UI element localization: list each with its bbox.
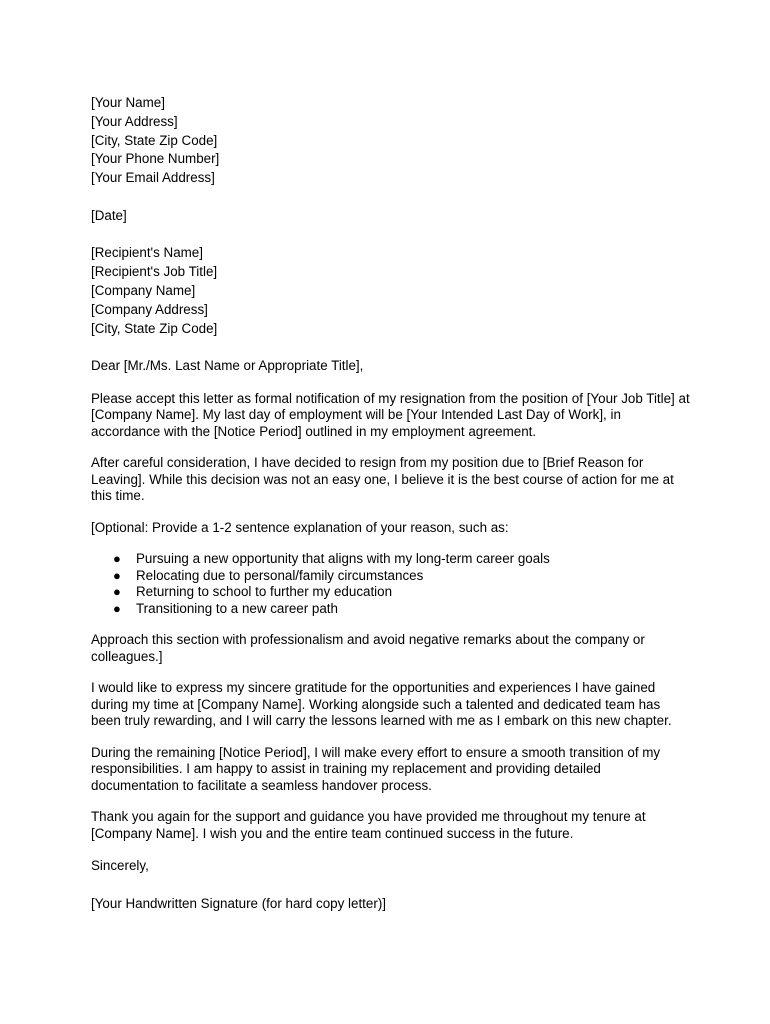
sender-city-state-zip: [City, State Zip Code] (91, 132, 218, 148)
list-item-text: Transitioning to a new career path (136, 600, 338, 616)
list-item (91, 568, 691, 585)
sender-block (91, 94, 691, 188)
sender-phone: [Your Phone Number] (91, 151, 220, 167)
letter-date: [Date] (91, 207, 127, 223)
reason-bullet-list (91, 551, 691, 617)
sender-email: [Your Email Address] (91, 170, 215, 186)
recipient-name: [Recipient's Name] (91, 245, 203, 261)
list-item-text: Relocating due to personal/family circumstances (136, 567, 424, 583)
bullet-icon: ● (113, 567, 121, 583)
paragraph-professionalism-note: Approach this section with professionalism and avoid negative remarks about the company or colleagues.] (91, 632, 645, 664)
bullet-icon: ● (113, 600, 121, 616)
paragraph-thank-you: Thank you again for the support and guidance you have provided me throughout my tenure at [Company Name]. I wish you and the entire team continued success in the future. (91, 809, 646, 841)
recipient-company-address: [Company Address] (91, 301, 208, 317)
list-item-text: Returning to school to further my education (136, 584, 393, 600)
closing: Sincerely, (91, 858, 149, 874)
bullet-icon: ● (113, 584, 121, 600)
paragraph-reason: After careful consideration, I have decided to resign from my position due to [Brief Reason for Leaving]. While this decision was not an easy one, I believe it is the best course of action for me at this time. (91, 455, 674, 504)
recipient-job-title: [Recipient's Job Title] (91, 264, 218, 280)
signature-placeholder: [Your Handwritten Signature (for hard copy letter)] (91, 896, 386, 912)
bullet-icon: ● (113, 551, 121, 567)
list-item (91, 601, 691, 618)
paragraph-gratitude: I would like to express my sincere gratitude for the opportunities and experiences I have gained during my time at [Company Name]. Working alongside such a talented and dedicated team has been truly rewarding, and I will carry the lessons learned with me as I embark on this new chapter. (91, 680, 672, 729)
sender-name: [Your Name] (91, 95, 165, 110)
letter-page (91, 94, 691, 914)
recipient-city-state-zip: [City, State Zip Code] (91, 320, 218, 336)
salutation: Dear [Mr./Ms. Last Name or Appropriate Title], (91, 358, 364, 374)
recipient-block (91, 244, 691, 338)
recipient-company: [Company Name] (91, 282, 196, 298)
list-item (91, 584, 691, 601)
list-item (91, 551, 691, 568)
paragraph-transition: During the remaining [Notice Period], I will make every effort to ensure a smooth transition of my responsibilities. I am happy to assist in training my replacement and providing detailed documentation to facilitate a seamless handover process. (91, 744, 661, 793)
sender-address: [Your Address] (91, 113, 178, 129)
list-item-text: Pursuing a new opportunity that aligns with my long-term career goals (136, 551, 550, 567)
paragraph-resignation-notice: Please accept this letter as formal notification of my resignation from the position of [Your Job Title] at [Company Name]. My last day of employment will be [Your Intended Last Day of Work], in accordance with the [Notice Period] outlined in my employment agreement. (91, 390, 690, 439)
paragraph-optional-intro: [Optional: Provide a 1-2 sentence explanation of your reason, such as: (91, 519, 509, 535)
